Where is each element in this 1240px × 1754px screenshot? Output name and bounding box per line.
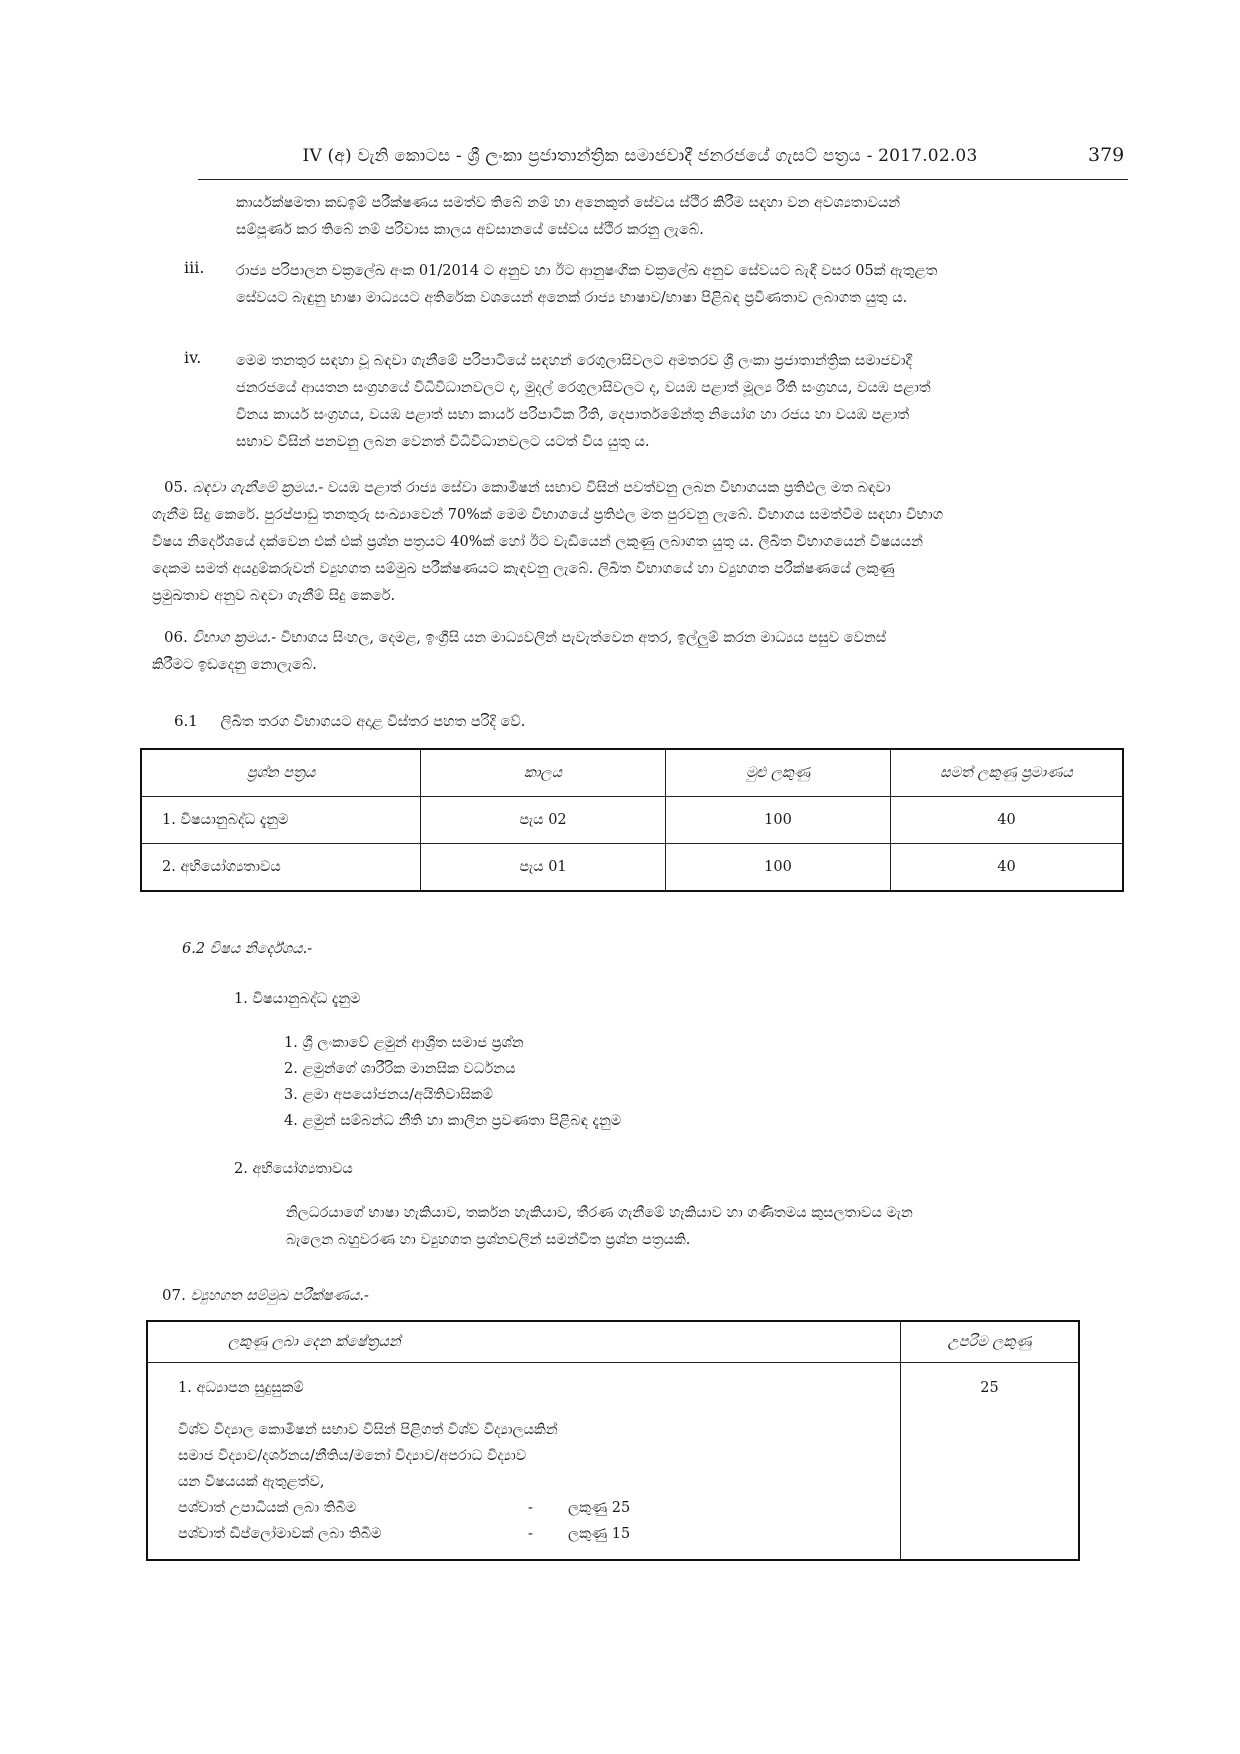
item-iv-numeral: iv. bbox=[184, 348, 202, 367]
table-cell: 100 bbox=[666, 844, 891, 892]
table-cell: 100 bbox=[666, 797, 891, 844]
section-heading: බඳවා ගැනීමේ ක්‍රමය.- bbox=[192, 480, 324, 496]
text-line: කිරීමට ඉඩදෙනු නොලැබේ. bbox=[152, 657, 317, 673]
section-heading: ව්‍යුහගත සම්මුඛ පරීක්ෂණය.- bbox=[190, 1288, 369, 1304]
dash: - bbox=[528, 1500, 533, 1516]
table-row bbox=[141, 844, 1123, 892]
text-line: නිලධරයාගේ භාෂා හැකියාව, තර්කන හැකියාව, තීරණ ගැනීමේ හැකියාව හා ගණිතමය කුසලතාවය මැන bbox=[286, 1205, 913, 1221]
section-06-first-line bbox=[152, 624, 1128, 652]
text-line: ගැනීම සිදු කෙරේ. පුරප්පාඩු තනතුරු සංඛ්‍යාවෙන් 70%ක් මෙම විභාගයේ ප්‍රතිඵල මත පුරවනු ලැබේ. විභාගය සමත්වීම සඳහා විභාග bbox=[152, 507, 944, 523]
table-header-cell: උපරිම ලකුණු bbox=[901, 1321, 1080, 1363]
text-line: බැලෙන බහුවරණ හා ව්‍යුහගත ප්‍රශ්නවලින් සමන්විත ප්‍රශ්න පත්‍රයකි. bbox=[286, 1232, 691, 1248]
syllabus-subject-1-list bbox=[284, 1030, 621, 1134]
table-header-cell: මුළු ලකුණු bbox=[666, 749, 891, 797]
text-line: විනය කාර්ය සංග්‍රහය, වයඹ පළාත් සභා කාර්ය පරිපාටික රීති, දෙපාර්තමේන්තු නියෝග හා රජය හා වයඹ පළාත් bbox=[236, 407, 910, 423]
table-cell: 2. අභියෝග්‍යතාවය bbox=[141, 844, 421, 892]
list-item: 1. ශ්‍රී ලංකාවේ ළමුන් ආශ්‍රිත සමාජ ප්‍රශ්න bbox=[284, 1035, 524, 1051]
diploma-line bbox=[178, 1521, 888, 1547]
item-iv-paragraph bbox=[236, 348, 1126, 456]
header-rule bbox=[198, 179, 1128, 180]
degree-line bbox=[178, 1495, 888, 1521]
table-cell: 1. විෂයානුබද්ධ දැනුම bbox=[141, 797, 421, 844]
max-marks: 25 bbox=[980, 1380, 999, 1396]
item-iii-numeral: iii. bbox=[184, 258, 205, 277]
section-number: 05. bbox=[164, 478, 188, 496]
table-header-cell: ප්‍රශ්න පත්‍රය bbox=[141, 749, 421, 797]
degree-label: පශ්චාත් උපාධියක් ලබා තිබීම bbox=[178, 1500, 357, 1516]
table-cell bbox=[147, 1363, 901, 1561]
diploma-marks: ලකුණු 15 bbox=[568, 1526, 631, 1542]
text-line: යන විෂයයක් ඇතුළත්ව, bbox=[178, 1474, 325, 1490]
table-cell: පැය 01 bbox=[421, 844, 666, 892]
section-heading: විභාග ක්‍රමය.- bbox=[192, 630, 277, 646]
section-number: 07. bbox=[162, 1286, 186, 1304]
item-iii-paragraph bbox=[236, 258, 1126, 312]
list-item: 4. ළමුන් සම්බන්ධ නීති හා කාලීන ප්‍රවණතා පිළිබඳ දැනුම bbox=[284, 1113, 622, 1129]
intro-paragraph bbox=[236, 190, 1126, 244]
table-header-cell: ලකුණු ලබා දෙන ක්ෂේත්‍රයන් bbox=[147, 1321, 901, 1363]
text-line: සම්පූර්ණ කර තිබේ නම් පරිවාස කාලය අවසානයේ සේවය ස්ථිර කරනු ලැබේ. bbox=[236, 222, 704, 238]
table-header-row bbox=[147, 1321, 1079, 1363]
section-6-1 bbox=[174, 708, 525, 736]
text-line: රාජ්‍ය පරිපාලන චක්‍රලේඛ අංක 01/2014 ට අනුව හා ඊට ආනුෂංගික චක්‍රලේඛ අනුව සේවයට බැඳී වසර 05ක් ඇතුළත bbox=[236, 263, 938, 279]
interview-table bbox=[146, 1320, 1080, 1561]
syllabus-subject-2: 2. අභියෝග්‍යතාවය bbox=[234, 1161, 353, 1177]
text-line: දෙකම සමත් අයදුම්කරුවන් ව්‍යුහගත සම්මුඛ පරීක්ෂණයට කැඳවනු ලැබේ. ලිඛිත විභාගයේ හා ව්‍යුහගත පරීක්ෂණයේ ලකුණු bbox=[152, 561, 895, 577]
table-row bbox=[141, 797, 1123, 844]
text-line: කාර්යක්ෂමතා කඩඉම් පරීක්ෂණය සමත්ව තිබේ නම් හා අනෙකුත් සේවය ස්ථිර කිරීම සඳහා වන අවශ්‍යතාවයන් bbox=[236, 195, 901, 211]
text-line: විශ්ව විද්‍යාල කොමිෂන් සභාව විසින් පිළිගත් විශ්ව විද්‍යාලයකින් bbox=[178, 1422, 558, 1438]
diploma-label: පශ්චාත් ඩිප්ලෝමාවක් ලබා තිබීම bbox=[178, 1526, 382, 1542]
text-line: ප්‍රමුඛතාව අනුව බඳවා ගැනීම් සිදු කෙරේ. bbox=[152, 588, 396, 604]
gazette-header-title: IV (අ) වැනි කොටස - ශ්‍රී ලංකා ප්‍රජාතාන්ත්‍රික සමාජවාදී ජනරජයේ ගැසට් පත්‍රය - 2017.02.03 bbox=[302, 146, 978, 166]
syllabus-subject-2-description bbox=[286, 1200, 1128, 1254]
section-05 bbox=[152, 474, 1128, 610]
table-header-row bbox=[141, 749, 1123, 797]
text-line: මෙම තනතුර සඳහා වූ බඳවා ගැනීමේ පරිපාටියේ සඳහන් රෙගුලාසිවලට අමතරව ශ්‍රී ලංකා ප්‍රජාතාන්ත්‍රික සමාජවාදී bbox=[236, 353, 912, 369]
exam-table bbox=[140, 748, 1124, 892]
criterion-label: 1. අධ්‍යාපන සුදුසුකම් bbox=[178, 1380, 304, 1396]
list-item: 2. ළමුන්ගේ ශාරීරික මානසික වර්ධනය bbox=[284, 1061, 516, 1077]
table-header-cell: කාලය bbox=[421, 749, 666, 797]
text-line: ජනරජයේ ආයතන සංග්‍රහයේ විධිවිධානවලට ද, මුදල් රෙගුලාසිවලට ද, වයඹ පළාත් මූල්‍ය රීති සංග්‍රහය, වයඹ පළාත් bbox=[236, 380, 931, 396]
degree-marks: ලකුණු 25 bbox=[568, 1500, 631, 1516]
text-run: විභාගය සිංහල, දෙමළ, ඉංග්‍රීසි යන මාධ්‍යවලින් පැවැත්වෙන අතර, ඉල්ලුම් කරන මාධ්‍යය පසුව වෙනස් bbox=[276, 630, 887, 646]
text-run: වයඹ පළාත් රාජ්‍ය සේවා කොමිෂන් සභාව විසින් පවත්වනු ලබන විභාගයක ප්‍රතිඵල මත බඳවා bbox=[323, 480, 891, 496]
section-6-2-heading: 6.2 විෂය නිර්දේශය.- bbox=[182, 941, 313, 957]
table-cell bbox=[901, 1363, 1080, 1561]
section-number: 6.1 bbox=[174, 712, 198, 730]
syllabus-subject-1: 1. විෂයානුබද්ධ දැනුම bbox=[234, 991, 361, 1007]
section-05-first-line bbox=[152, 474, 1128, 502]
page-number: 379 bbox=[1088, 144, 1125, 166]
table-row bbox=[147, 1363, 1079, 1561]
section-number: 06. bbox=[164, 628, 188, 646]
section-07 bbox=[162, 1282, 369, 1309]
section-06 bbox=[152, 624, 1128, 679]
table-cell: පැය 02 bbox=[421, 797, 666, 844]
text-line: සේවයට බැඳුනු භාෂා මාධ්‍යයට අතිරේක වශයෙන් අනෙක් රාජ්‍ය භාෂාව/භාෂා පිළිබඳ ප්‍රවීණතාව ලබාගත යුතු ය. bbox=[236, 290, 908, 306]
text-line: සභාව විසින් පනවනු ලබන වෙනත් විධිවිධානවලට යටත් විය යුතු ය. bbox=[236, 434, 650, 450]
table-header-cell: සමත් ලකුණු ප්‍රමාණය bbox=[891, 749, 1124, 797]
list-item: 3. ළමා අපයෝජනය/අයිතිවාසිකම් bbox=[284, 1087, 493, 1103]
text-line: සමාජ විද්‍යාව/දර්ශනය/නීතිය/මනෝ විද්‍යාව/අපරාධ විද්‍යාව bbox=[178, 1448, 527, 1464]
dash: - bbox=[528, 1526, 533, 1542]
table-cell: 40 bbox=[891, 844, 1124, 892]
section-text: ලිඛිත තරග විභාගයට අදාළ විස්තර පහත පරිදි වේ. bbox=[220, 714, 526, 730]
text-line: විෂය නිර්දේශයේ දක්වෙන එක් එක් ප්‍රශ්න පත්‍රයට 40%ක් හෝ ඊට වැඩියෙන් ලකුණු ලබාගත යුතු ය. ලිඛිත විභාගයෙන් විෂයයන් bbox=[152, 534, 923, 550]
table-cell: 40 bbox=[891, 797, 1124, 844]
